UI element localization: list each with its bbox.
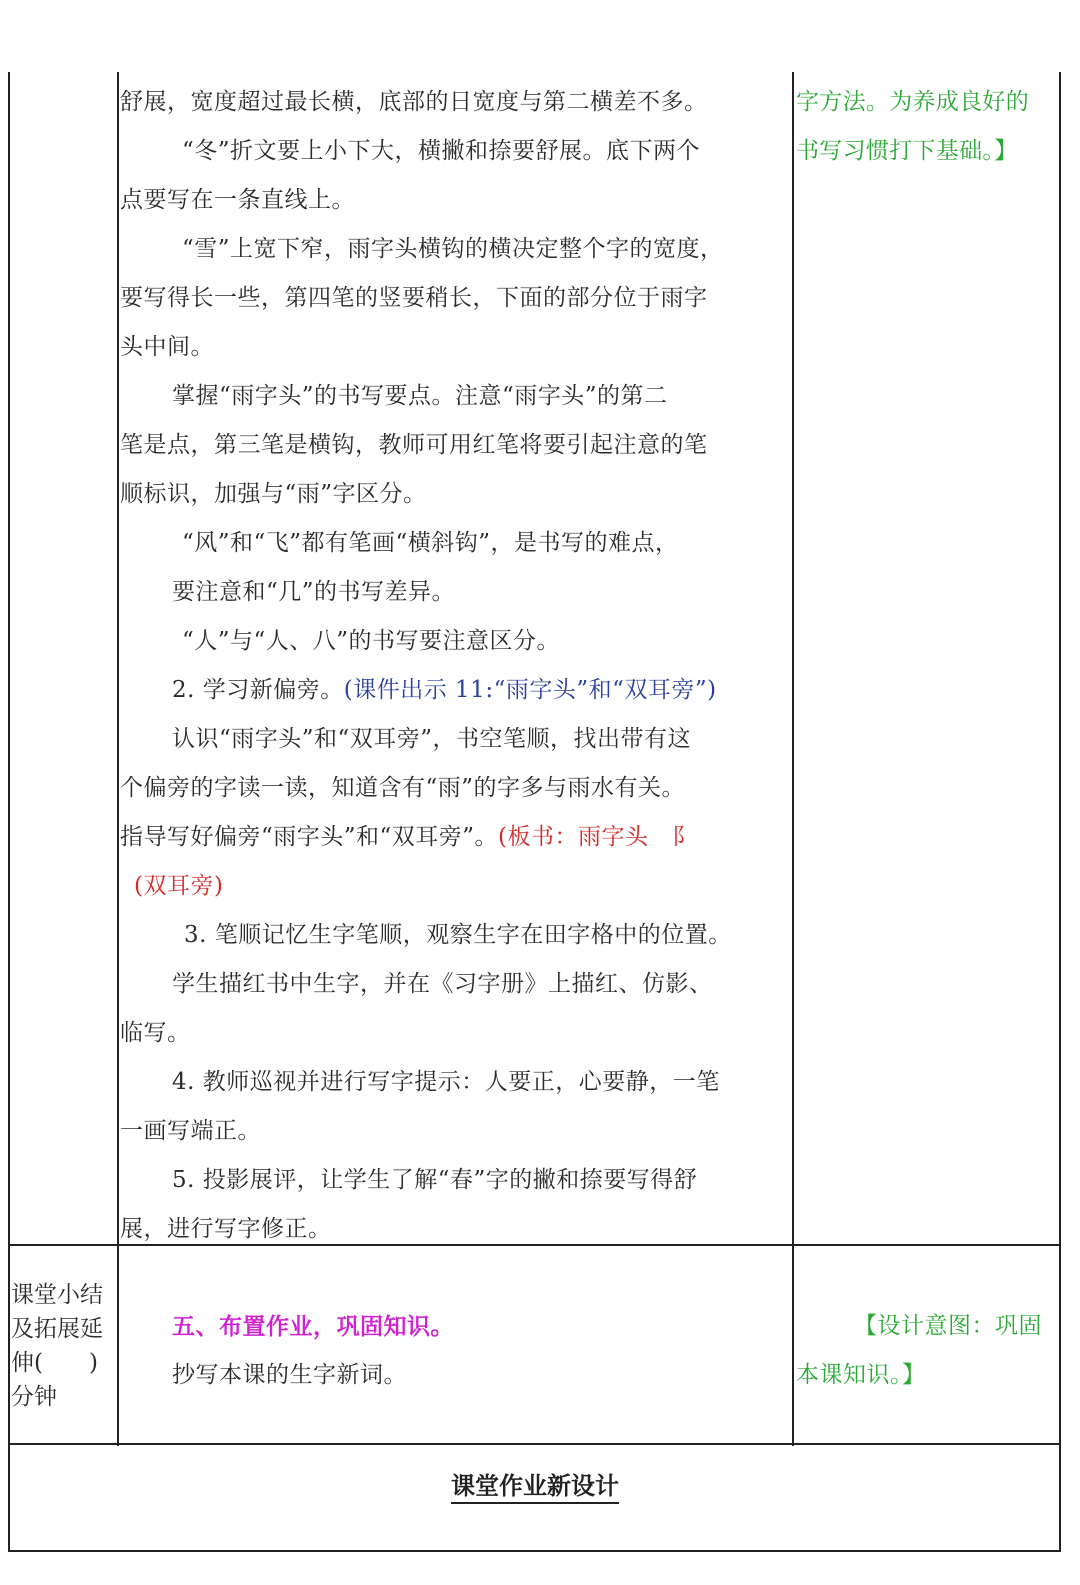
section-label [11, 1278, 117, 1414]
step-text: 指导写好偏旁“雨字头”和“双耳旁”。 [120, 824, 499, 850]
text-line: “冬”折文要上小下大，横撇和捺要舒展。底下两个 [182, 138, 701, 164]
text-line: 笔是点，第三笔是横钩，教师可用红笔将要引起注意的笔 [120, 432, 708, 458]
text-line: 要写得长一些，第四笔的竖要稍长，下面的部分位于雨字 [120, 285, 708, 311]
label-line: 伸( ) [11, 1350, 98, 1376]
label-line: 及拓展延 [11, 1316, 103, 1342]
courseware-note: (课件出示 11:“雨字头”和“双耳旁”) [343, 677, 717, 703]
section-heading: 五、布置作业，巩固知识。 [172, 1313, 454, 1340]
text-line: 舒展，宽度超过最长横，底部的日宽度与第二横差不多。 [120, 89, 708, 115]
text-line: 抄写本课的生字新词。 [172, 1362, 407, 1388]
table-border-bottom [8, 1550, 1061, 1552]
text-line: 个偏旁的字读一读，知道含有“雨”的字多与雨水有关。 [120, 775, 686, 801]
text-line: 3. 笔顺记忆生字笔顺，观察生字在田字格中的位置。 [184, 922, 732, 948]
text-line: 展，进行写字修正。 [120, 1216, 332, 1242]
text-line: 临写。 [120, 1020, 191, 1046]
section-title [0, 1466, 1070, 1501]
text-line: 4. 教师巡视并进行写字提示：人要正，心要静，一笔 [172, 1069, 720, 1095]
label-line: 分钟 [11, 1384, 57, 1410]
section-title-text: 课堂作业新设计 [451, 1471, 619, 1504]
text-line: 顺标识，加强与“雨”字区分。 [120, 481, 427, 507]
design-intent-column [796, 78, 1058, 176]
text-line: “人”与“人、八”的书写要注意区分。 [182, 628, 561, 654]
text-line: 要注意和“几”的书写差异。 [172, 579, 456, 605]
text-line: 认识“雨字头”和“双耳旁”，书空笔顺，找出带有这 [172, 726, 692, 752]
design-intent-text: 书写习惯打下基础。】 [796, 138, 1018, 164]
blackboard-note: (板书：雨字头 阝 [498, 824, 696, 850]
table-divider-2 [792, 72, 794, 1446]
text-line: 5. 投影展评，让学生了解“春”字的撇和捺要写得舒 [172, 1167, 698, 1193]
blackboard-note: (双耳旁) [134, 873, 224, 899]
lesson-content [120, 78, 792, 1254]
text-line: 点要写在一条直线上。 [120, 187, 355, 213]
text-line [120, 666, 792, 715]
homework-content [120, 1302, 792, 1400]
text-line: 学生描红书中生字，并在《习字册》上描红、仿影、 [172, 971, 713, 997]
text-line: “风”和“飞”都有笔画“横斜钩”，是书写的难点， [182, 530, 679, 556]
table-border-right [1059, 72, 1061, 1552]
label-line: 课堂小结 [11, 1282, 103, 1308]
design-intent-text: 本课知识。】 [796, 1362, 926, 1388]
design-intent-text: 字方法。为养成良好的 [796, 89, 1029, 115]
design-intent-column-2 [796, 1302, 1058, 1400]
table-border-left [8, 72, 10, 1552]
text-line: 头中间。 [120, 334, 214, 360]
step-text: 2. 学习新偏旁。 [172, 677, 344, 703]
text-line: 一画写端正。 [120, 1118, 261, 1144]
text-line: “雪”上宽下窄，雨字头横钩的横决定整个字的宽度， [182, 236, 724, 262]
table-divider-1 [117, 72, 119, 1446]
text-line [120, 813, 792, 862]
table-row-separator-2 [8, 1443, 1061, 1445]
design-intent-text: 【设计意图：巩固 [854, 1313, 1042, 1339]
text-line: 掌握“雨字头”的书写要点。注意“雨字头”的第二 [172, 383, 668, 409]
